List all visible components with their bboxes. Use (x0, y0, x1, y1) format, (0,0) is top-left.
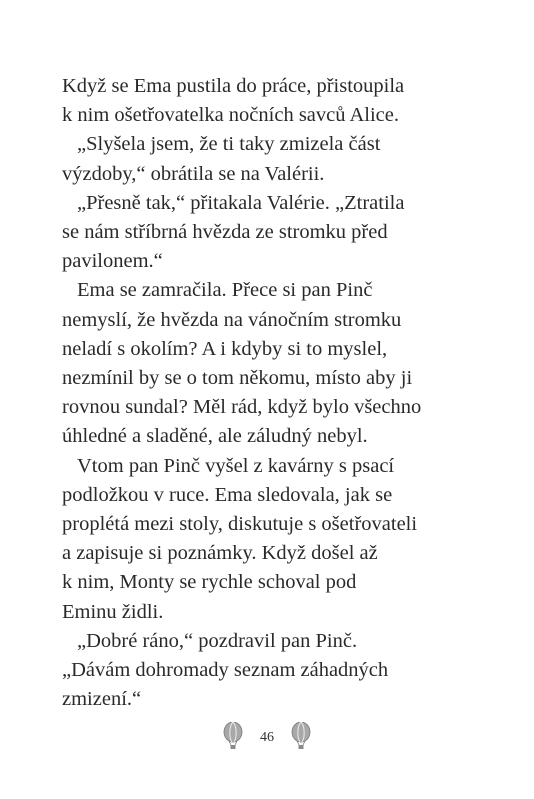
text-line: nezmínil by se o tom někomu, místo aby ji (62, 367, 413, 390)
text-line: Když se Ema pustila do práce, přistoupila (62, 75, 405, 97)
text-line: Vtom pan Pinč vyšel z kavárny s psací (77, 454, 395, 477)
text-line: Eminu židli. (62, 600, 164, 623)
text-line: Ema se zamračila. Přece si pan Pinč (77, 279, 373, 302)
text-line: úhledné a sladěné, ale záludný nebyl. (62, 425, 368, 448)
text-line: se nám stříbrná hvězda ze stromku před (62, 221, 388, 244)
text-line: proplétá mezi stoly, diskutuje s ošetřovateli (62, 513, 418, 536)
text-line: pavilonem.“ (62, 250, 163, 273)
text-line: „Dobré ráno,“ pozdravil pan Pinč. (77, 629, 358, 652)
hot-air-balloon-icon (290, 722, 312, 750)
text-line: k nim ošetřovatelka nočních savců Alice. (62, 104, 400, 127)
page-body-text (62, 72, 482, 714)
text-line: výzdoby,“ obrátila se na Valérii. (62, 162, 325, 185)
text-line: „Slyšela jsem, že ti taky zmizela část (77, 133, 381, 156)
text-line: „Dávám dohromady seznam záhadných (62, 659, 389, 682)
text-line: zmizení.“ (62, 688, 142, 711)
text-line: k nim, Monty se rychle schoval pod (62, 571, 357, 594)
text-line: nemyslí, že hvězda na vánočním stromku (62, 308, 402, 331)
text-line: podložkou v ruce. Ema sledovala, jak se (62, 483, 393, 506)
page-number: 46 (260, 730, 274, 745)
text-line: „Přesně tak,“ přitakala Valérie. „Ztratila (77, 191, 405, 214)
hot-air-balloon-icon (222, 722, 244, 750)
text-line: neladí s okolím? A i kdyby si to myslel, (62, 337, 388, 360)
text-line: a zapisuje si poznámky. Když došel až (62, 542, 378, 565)
text-line: rovnou sundal? Měl rád, když bylo všechno (62, 396, 422, 419)
page-footer (0, 722, 534, 750)
